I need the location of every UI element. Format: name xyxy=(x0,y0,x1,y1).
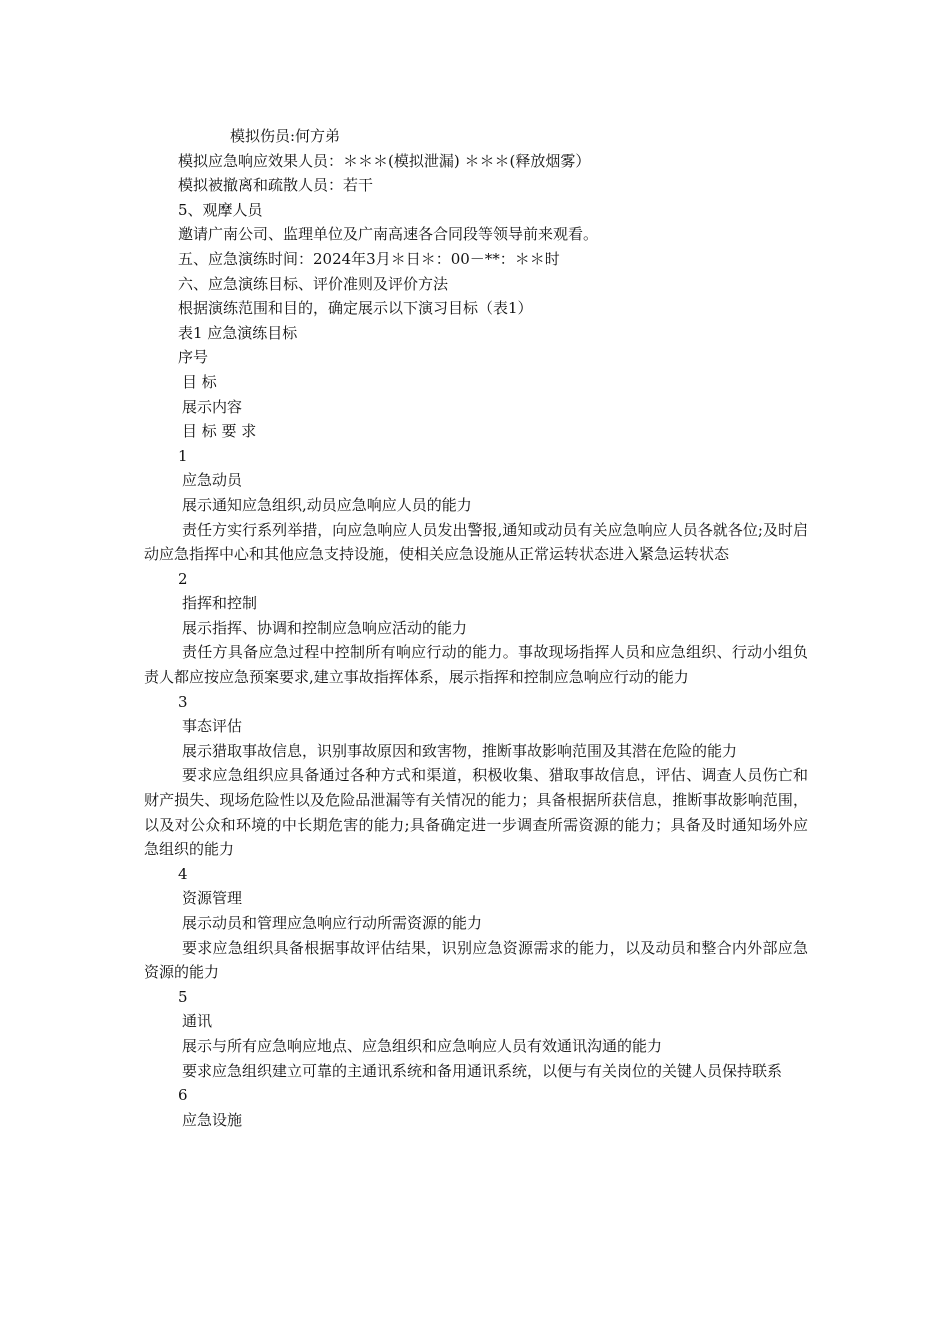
table-row-requirement: 要求应急组织应具备通过各种方式和渠道，积极收集、猎取事故信息，评估、调查人员伤亡和财产损失、现场危险性以及危险品泄漏等有关情况的能力；具备根据所获信息，推断事故影响范围，以及对公众和环境的中长期危害的能力;具备确定进一步调查所需资源的能力；具备及时通知场外应急组织的能力 xyxy=(144,766,808,859)
table-row-no: 3 xyxy=(178,692,188,711)
table-row-requirement: 责任方具备应急过程中控制所有响应行动的能力。事故现场指挥人员和应急组织、行动小组负责人都应按应急预案要求,建立事故指挥体系，展示指挥和控制应急响应行动的能力 xyxy=(144,643,808,687)
table-row-content: 展示猎取事故信息，识别事故原因和致害物，推断事故影响范围及其潜在危险的能力 xyxy=(182,741,738,760)
table-row-requirement: 要求应急组织建立可靠的主通讯系统和备用通讯系统，以便与有关岗位的关键人员保持联系 xyxy=(182,1061,783,1080)
table-row-target: 事态评估 xyxy=(182,717,243,736)
table-row-target: 指挥和控制 xyxy=(182,594,258,613)
table-row-no: 1 xyxy=(178,446,188,465)
section-heading-drill-time: 五、应急演练时间：2024年3月＊日＊：00－**：＊＊时 xyxy=(178,249,560,268)
table-header-content: 展示内容 xyxy=(182,397,243,416)
table-row-content: 展示动员和管理应急响应行动所需资源的能力 xyxy=(182,914,483,932)
table-row-no: 5 xyxy=(178,987,188,1006)
table-row-target: 应急设施 xyxy=(182,1110,243,1129)
table-header-no: 序号 xyxy=(178,348,209,367)
table-caption: 表1 应急演练目标 xyxy=(178,323,298,342)
table-row-target: 资源管理 xyxy=(182,889,243,908)
table-row-no: 2 xyxy=(178,569,188,588)
table-row-no: 4 xyxy=(178,864,188,883)
text-line-goal-intro: 根据演练范围和目的，确定展示以下演习目标（表1） xyxy=(178,299,533,318)
text-line-simulated-casualty: 模拟伤员:何方弟 xyxy=(230,127,341,145)
document-body xyxy=(144,124,808,1132)
section-heading-observers: 5、观摩人员 xyxy=(178,200,263,219)
table-header-target: 目 标 xyxy=(182,372,217,391)
table-row-content: 展示通知应急组织,动员应急响应人员的能力 xyxy=(182,495,472,514)
table-row-content: 展示指挥、协调和控制应急响应活动的能力 xyxy=(182,618,468,637)
table-row-requirement: 要求应急组织具备根据事故评估结果，识别应急资源需求的能力，以及动员和整合内外部应急资源的能力 xyxy=(144,938,808,982)
text-line-evacuated-staff: 模拟被撤离和疏散人员：若干 xyxy=(178,176,374,195)
text-line-invitation: 邀请广南公司、监理单位及广南高速各合同段等领导前来观看。 xyxy=(178,225,599,244)
text-line-simulated-effect-staff: 模拟应急响应效果人员：＊＊＊(模拟泄漏) ＊＊＊(释放烟雾） xyxy=(178,151,591,170)
table-header-requirement: 目 标 要 求 xyxy=(182,422,257,441)
table-row-target: 应急动员 xyxy=(182,471,243,490)
table-row-requirement: 责任方实行系列举措，向应急响应人员发出警报,通知或动员有关应急响应人员各就各位;及时启动应急指挥中心和其他应急支持设施，使相关应急设施从正常运转状态进入紧急运转状态 xyxy=(144,520,808,564)
table-row-content: 展示与所有应急响应地点、应急组织和应急响应人员有效通讯沟通的能力 xyxy=(182,1036,663,1055)
table-row-target: 通讯 xyxy=(182,1012,213,1031)
section-heading-drill-goals: 六、应急演练目标、评价准则及评价方法 xyxy=(178,274,449,293)
table-row-no: 6 xyxy=(178,1086,188,1105)
